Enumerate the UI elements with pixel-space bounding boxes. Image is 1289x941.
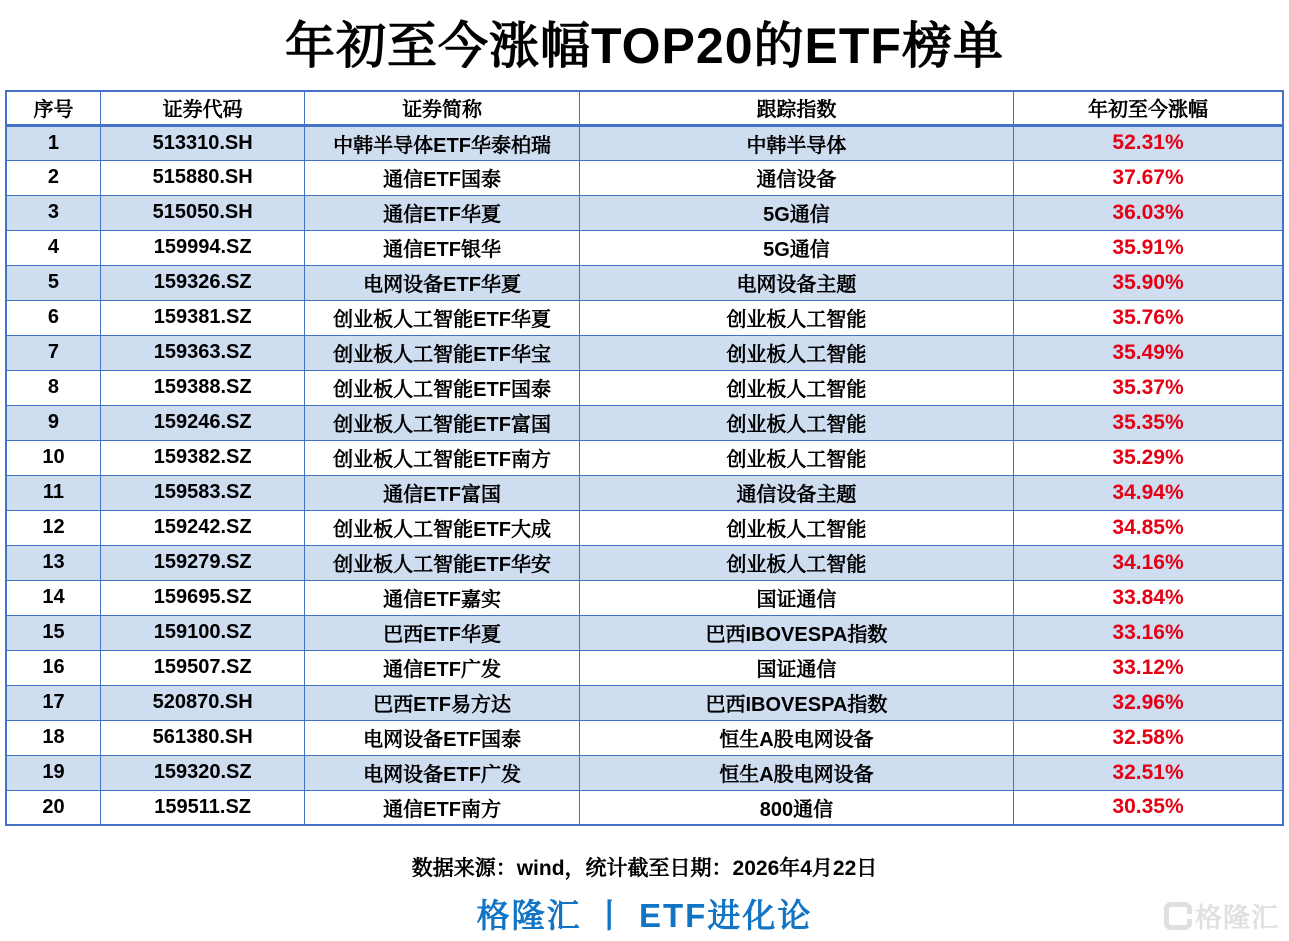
code-cell: 159382.SZ — [100, 440, 304, 475]
gain-cell: 37.67% — [1014, 160, 1283, 195]
rank-cell: 10 — [6, 440, 100, 475]
code-cell: 515880.SH — [100, 160, 304, 195]
code-cell: 159242.SZ — [100, 510, 304, 545]
code-cell: 520870.SH — [100, 685, 304, 720]
rank-cell: 19 — [6, 755, 100, 790]
gain-cell: 33.16% — [1014, 615, 1283, 650]
name-cell: 中韩半导体ETF华泰柏瑞 — [305, 125, 580, 160]
index-cell: 巴西IBOVESPA指数 — [579, 615, 1013, 650]
rank-cell: 12 — [6, 510, 100, 545]
table-body — [6, 125, 1283, 825]
name-cell: 创业板人工智能ETF华夏 — [305, 300, 580, 335]
name-cell: 创业板人工智能ETF大成 — [305, 510, 580, 545]
name-cell: 通信ETF嘉实 — [305, 580, 580, 615]
rank-cell: 9 — [6, 405, 100, 440]
code-cell: 513310.SH — [100, 125, 304, 160]
name-cell: 巴西ETF易方达 — [305, 685, 580, 720]
name-cell: 通信ETF广发 — [305, 650, 580, 685]
gain-cell: 32.58% — [1014, 720, 1283, 755]
index-cell: 恒生A股电网设备 — [579, 720, 1013, 755]
gain-cell: 35.76% — [1014, 300, 1283, 335]
header-row — [6, 91, 1283, 125]
name-cell: 通信ETF银华 — [305, 230, 580, 265]
table-row — [6, 790, 1283, 825]
gain-cell: 33.84% — [1014, 580, 1283, 615]
index-cell: 创业板人工智能 — [579, 335, 1013, 370]
index-cell: 中韩半导体 — [579, 125, 1013, 160]
code-cell: 159363.SZ — [100, 335, 304, 370]
rank-cell: 17 — [6, 685, 100, 720]
code-cell: 159994.SZ — [100, 230, 304, 265]
name-cell: 创业板人工智能ETF华安 — [305, 545, 580, 580]
gain-cell: 32.51% — [1014, 755, 1283, 790]
rank-cell: 16 — [6, 650, 100, 685]
table-row — [6, 580, 1283, 615]
table-row — [6, 265, 1283, 300]
rank-cell: 4 — [6, 230, 100, 265]
brand-line: 格隆汇 丨 ETF进化论 — [476, 897, 813, 934]
header-gain: 年初至今涨幅 — [1014, 91, 1283, 125]
code-cell: 515050.SH — [100, 195, 304, 230]
table-row — [6, 440, 1283, 475]
index-cell: 恒生A股电网设备 — [579, 755, 1013, 790]
table-row — [6, 160, 1283, 195]
index-cell: 5G通信 — [579, 230, 1013, 265]
gain-cell: 34.16% — [1014, 545, 1283, 580]
rank-cell: 11 — [6, 475, 100, 510]
gain-cell: 52.31% — [1014, 125, 1283, 160]
rank-cell: 18 — [6, 720, 100, 755]
table-row — [6, 615, 1283, 650]
page-title: 年初至今涨幅TOP20的ETF榜单 — [285, 18, 1004, 74]
header-name: 证券简称 — [305, 91, 580, 125]
code-cell: 159279.SZ — [100, 545, 304, 580]
code-cell: 159388.SZ — [100, 370, 304, 405]
rank-cell: 8 — [6, 370, 100, 405]
table-row — [6, 300, 1283, 335]
gain-cell: 32.96% — [1014, 685, 1283, 720]
gain-cell: 35.37% — [1014, 370, 1283, 405]
gain-cell: 35.49% — [1014, 335, 1283, 370]
index-cell: 国证通信 — [579, 650, 1013, 685]
name-cell: 创业板人工智能ETF南方 — [305, 440, 580, 475]
table-row — [6, 650, 1283, 685]
table-row — [6, 335, 1283, 370]
rank-cell: 13 — [6, 545, 100, 580]
rank-cell: 1 — [6, 125, 100, 160]
name-cell: 电网设备ETF华夏 — [305, 265, 580, 300]
code-cell: 159507.SZ — [100, 650, 304, 685]
table-row — [6, 405, 1283, 440]
code-cell: 159511.SZ — [100, 790, 304, 825]
index-cell: 通信设备主题 — [579, 475, 1013, 510]
name-cell: 电网设备ETF广发 — [305, 755, 580, 790]
code-cell: 561380.SH — [100, 720, 304, 755]
index-cell: 国证通信 — [579, 580, 1013, 615]
gelonghui-logo-icon — [1164, 902, 1192, 930]
index-cell: 创业板人工智能 — [579, 370, 1013, 405]
rank-cell: 6 — [6, 300, 100, 335]
code-cell: 159100.SZ — [100, 615, 304, 650]
name-cell: 通信ETF华夏 — [305, 195, 580, 230]
index-cell: 创业板人工智能 — [579, 440, 1013, 475]
gain-cell: 34.94% — [1014, 475, 1283, 510]
index-cell: 创业板人工智能 — [579, 405, 1013, 440]
gain-cell: 35.35% — [1014, 405, 1283, 440]
etf-ranking-table — [5, 90, 1284, 826]
name-cell: 创业板人工智能ETF华宝 — [305, 335, 580, 370]
etf-ranking-table-container — [5, 90, 1284, 826]
code-cell: 159381.SZ — [100, 300, 304, 335]
table-row — [6, 685, 1283, 720]
rank-cell: 3 — [6, 195, 100, 230]
gain-cell: 35.91% — [1014, 230, 1283, 265]
name-cell: 通信ETF南方 — [305, 790, 580, 825]
header-code: 证券代码 — [100, 91, 304, 125]
table-header — [6, 91, 1283, 125]
table-row — [6, 510, 1283, 545]
table-row — [6, 755, 1283, 790]
gain-cell: 30.35% — [1014, 790, 1283, 825]
table-row — [6, 720, 1283, 755]
gain-cell: 34.85% — [1014, 510, 1283, 545]
gain-cell: 36.03% — [1014, 195, 1283, 230]
table-row — [6, 125, 1283, 160]
watermark-text: 格隆汇 — [1195, 903, 1279, 933]
index-cell: 通信设备 — [579, 160, 1013, 195]
header-rank: 序号 — [6, 91, 100, 125]
index-cell: 创业板人工智能 — [579, 545, 1013, 580]
table-row — [6, 475, 1283, 510]
rank-cell: 15 — [6, 615, 100, 650]
name-cell: 创业板人工智能ETF国泰 — [305, 370, 580, 405]
name-cell: 巴西ETF华夏 — [305, 615, 580, 650]
code-cell: 159326.SZ — [100, 265, 304, 300]
gain-cell: 35.29% — [1014, 440, 1283, 475]
code-cell: 159695.SZ — [100, 580, 304, 615]
gain-cell: 33.12% — [1014, 650, 1283, 685]
code-cell: 159320.SZ — [100, 755, 304, 790]
rank-cell: 14 — [6, 580, 100, 615]
data-source-note: 数据来源：wind，统计截至日期：2026年4月22日 — [411, 857, 878, 880]
index-cell: 5G通信 — [579, 195, 1013, 230]
gain-cell: 35.90% — [1014, 265, 1283, 300]
name-cell: 通信ETF富国 — [305, 475, 580, 510]
table-row — [6, 195, 1283, 230]
table-row — [6, 545, 1283, 580]
index-cell: 创业板人工智能 — [579, 300, 1013, 335]
rank-cell: 5 — [6, 265, 100, 300]
index-cell: 创业板人工智能 — [579, 510, 1013, 545]
rank-cell: 2 — [6, 160, 100, 195]
code-cell: 159246.SZ — [100, 405, 304, 440]
watermark — [1164, 896, 1279, 935]
code-cell: 159583.SZ — [100, 475, 304, 510]
table-row — [6, 230, 1283, 265]
index-cell: 800通信 — [579, 790, 1013, 825]
index-cell: 电网设备主题 — [579, 265, 1013, 300]
name-cell: 电网设备ETF国泰 — [305, 720, 580, 755]
header-index: 跟踪指数 — [579, 91, 1013, 125]
name-cell: 通信ETF国泰 — [305, 160, 580, 195]
rank-cell: 20 — [6, 790, 100, 825]
table-row — [6, 370, 1283, 405]
name-cell: 创业板人工智能ETF富国 — [305, 405, 580, 440]
index-cell: 巴西IBOVESPA指数 — [579, 685, 1013, 720]
rank-cell: 7 — [6, 335, 100, 370]
